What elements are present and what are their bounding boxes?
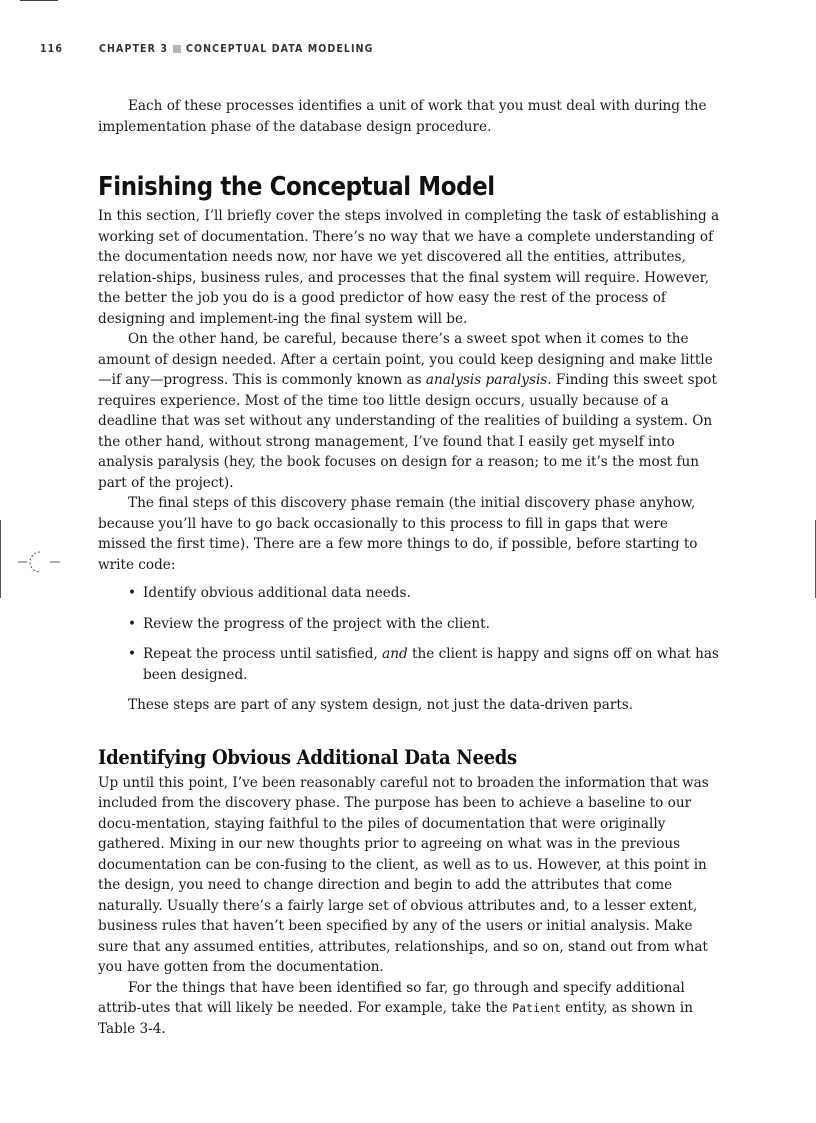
page-number: 116: [40, 43, 64, 55]
chapter-separator-icon: [173, 45, 181, 53]
list-item-text: Repeat the process until satisfied,: [143, 646, 383, 662]
chapter-title: CONCEPTUAL DATA MODELING: [186, 43, 374, 55]
list-item: • Review the progress of the project with the client.: [128, 614, 720, 635]
paragraph-text: For the things that have been identified so far, go through and specify additional attrib-utes that will likely be needed. For example, take the: [98, 979, 685, 1016]
emphasis-term: analysis paralysis: [425, 372, 548, 388]
crop-mark-top: [20, 0, 58, 1]
paragraph-text: entity, as shown in Table 3-4.: [98, 1000, 693, 1037]
subsection-heading: Identifying Obvious Additional Data Needs: [98, 744, 517, 769]
steps-list: [98, 583, 720, 685]
intro-paragraph: Each of these processes identifies a unit of work that you must deal with during the implementation phase of the database design procedure.: [98, 98, 707, 135]
page-body: [98, 96, 720, 1039]
body-paragraph-5: Up until this point, I’ve been reasonably careful not to broaden the information that was included from the discovery phase. The purpose has been to achieve a baseline to our docu-mentation, staying faithful to the piles of documentation that were originally gathered. Mixing in our new thoughts prior to agreeing on what was in the previous documentation can be con-fusing to the client, as well as to us. However, at this point in the design, you need to change direction and begin to add the attributes that come naturally. Usually there’s a fairly large set of obvious attributes and, to a lesser extent, business rules that haven’t been specified by any of the users or initial analysis. Make sure that any assumed entities, attributes, relationships, and so on, stand out from what you have gotten from the documentation.: [98, 774, 709, 975]
list-item-text: the client is happy and signs off on what has been designed.: [143, 646, 719, 683]
registration-mark-icon: [18, 549, 62, 575]
chapter-label: CHAPTER 3: [99, 43, 169, 55]
running-header: [40, 43, 373, 55]
list-item: [128, 644, 720, 685]
inline-code: Patient: [512, 1001, 561, 1015]
paragraph-text: On the other hand, be careful, because there’s a sweet spot when it comes to the amount of design needed. After a certain point, you could keep designing and make little—if any—progress. This is commonly known as: [98, 331, 713, 388]
body-paragraph-4: These steps are part of any system design, not just the data-driven parts.: [128, 697, 634, 713]
list-item: • Identify obvious additional data needs.: [128, 583, 720, 604]
body-paragraph-1: In this section, I’ll briefly cover the steps involved in completing the task of establishing a working set of documentation. There’s no way that we have a complete understanding of the documentation needs now, nor have we yet discovered all the entities, attributes, relation-ships, business rules, and processes that the final system will require. However, the better the job you do is a good predictor of how easy the rest of the process of designing and implement-ing the final system will be.: [98, 208, 720, 327]
body-paragraph-2: [98, 329, 720, 493]
binding-mark-left: [0, 520, 1, 598]
body-paragraph-6: [98, 978, 720, 1040]
section-heading: Finishing the Conceptual Model: [98, 172, 495, 202]
paragraph-text: . Finding this sweet spot requires experience. Most of the time too little design occurs, usually because of a deadline that was set without any understanding of the realities of building a system. On the other hand, without strong management, I’ve found that I easily get myself into analysis paralysis (hey, the book focuses on design for a reason; to me it’s the most fun part of the project).: [98, 372, 717, 491]
body-paragraph-3: The final steps of this discovery phase remain (the initial discovery phase anyhow, because you’ll have to go back occasionally to this process to fill in gaps that were missed the first time). There are a few more things to do, if possible, before starting to write code:: [98, 495, 698, 573]
emphasis-term: and: [382, 646, 408, 662]
